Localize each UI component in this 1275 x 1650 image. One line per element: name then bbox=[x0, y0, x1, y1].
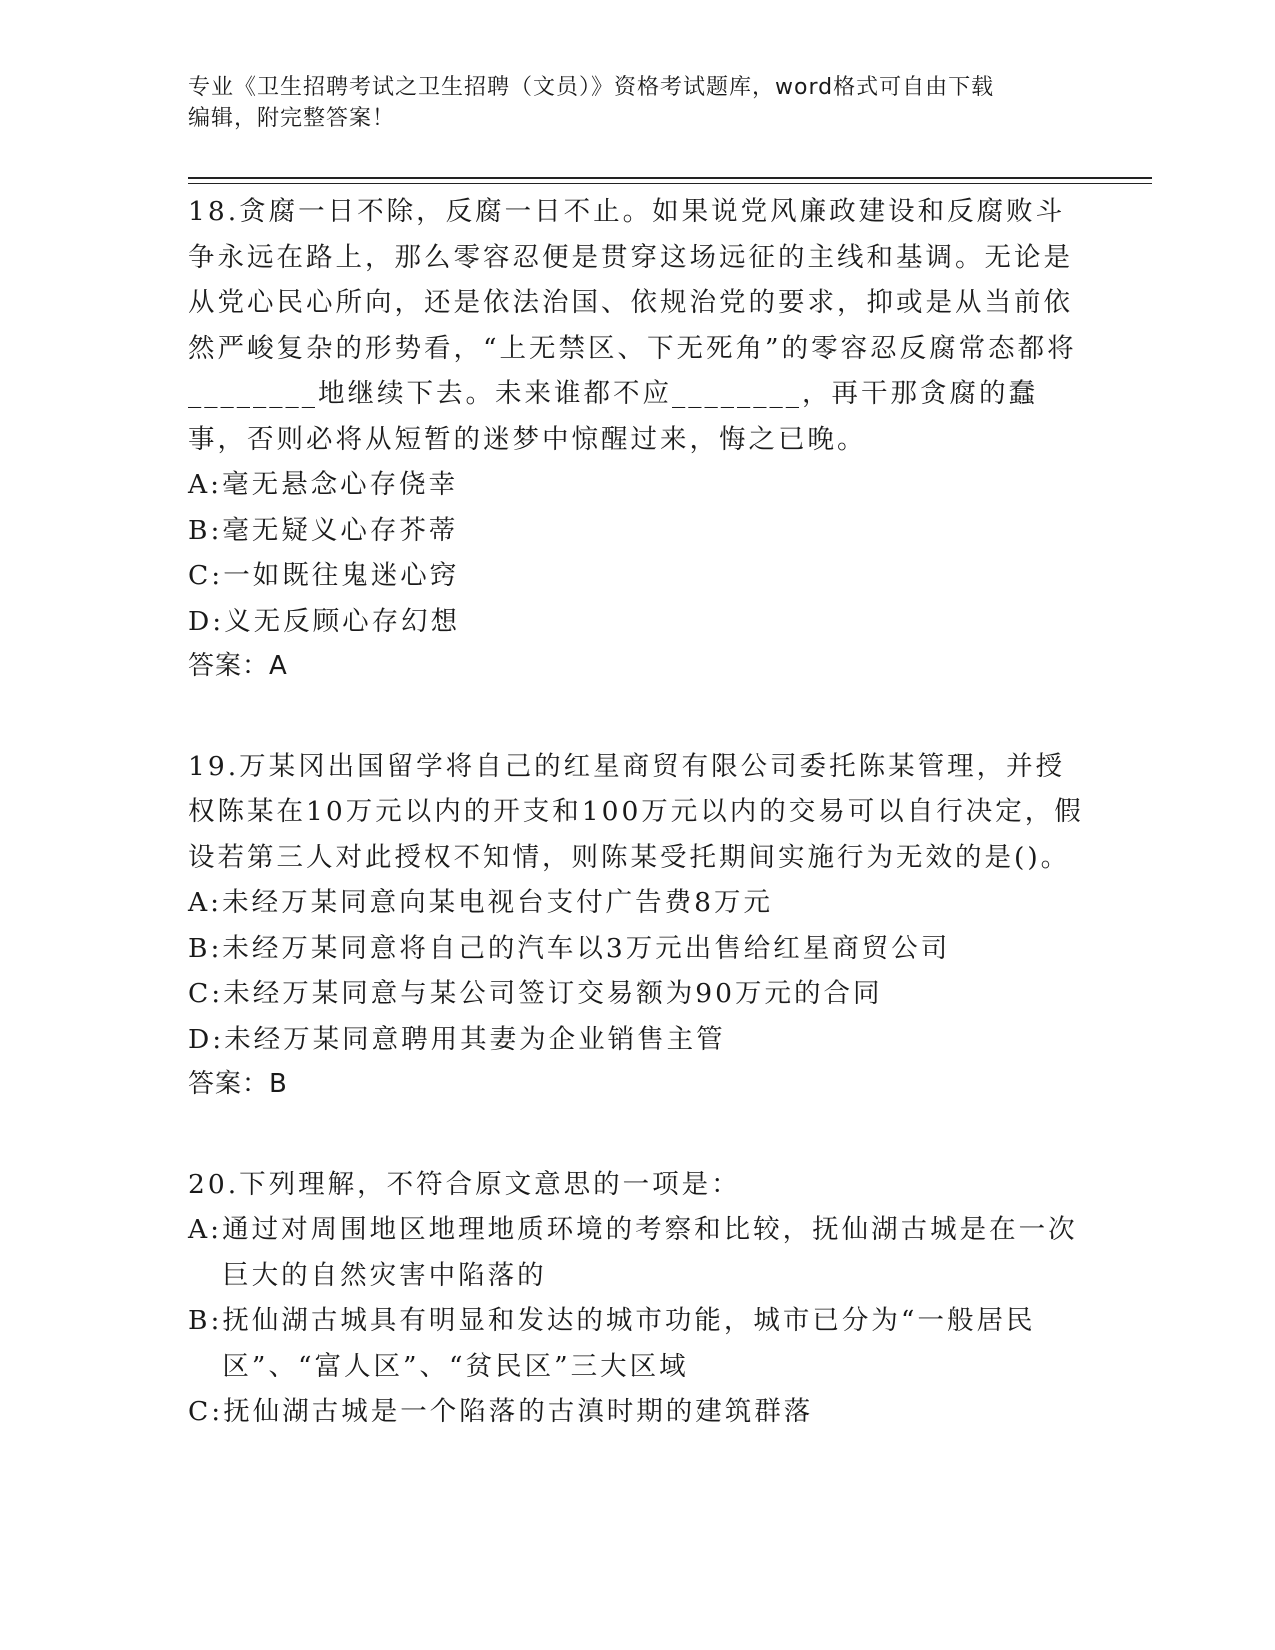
option-b bbox=[188, 508, 1088, 554]
option-a bbox=[188, 880, 1088, 926]
document-header bbox=[188, 72, 1078, 134]
question-20 bbox=[188, 1162, 1088, 1435]
option-key: C: bbox=[188, 560, 224, 591]
option-key: D: bbox=[188, 605, 225, 637]
option-text: 抚仙湖古城具有明显和发达的城市功能，城市已分为“一般居民区”、“富人区”、“贫民区”三大区域 bbox=[222, 1305, 1036, 1382]
header-title-line-1: 专业《卫生招聘考试之卫生招聘（文员）》资格考试题库，word格式可自由下载 bbox=[188, 75, 995, 100]
option-key: D: bbox=[188, 1023, 225, 1055]
option-key: B: bbox=[188, 932, 223, 964]
option-d bbox=[188, 1017, 1088, 1063]
option-text: 抚仙湖古城是一个陷落的古滇时期的建筑群落 bbox=[223, 1396, 814, 1427]
option-key: A: bbox=[188, 1214, 223, 1245]
header-divider-thin bbox=[188, 183, 1152, 184]
option-b bbox=[188, 926, 1088, 972]
option-b bbox=[188, 1298, 1088, 1389]
option-key: A: bbox=[188, 469, 223, 500]
option-d bbox=[188, 599, 1088, 645]
option-key: C: bbox=[188, 1396, 224, 1427]
header-title-line-2: 编辑，附完整答案！ bbox=[188, 106, 396, 131]
option-text: 通过对周围地区地理地质环境的考察和比较，抚仙湖古城是在一次巨大的自然灾害中陷落的 bbox=[222, 1214, 1078, 1291]
option-key: A: bbox=[188, 887, 223, 918]
option-c bbox=[188, 1389, 1088, 1435]
answer-text: 答案：B bbox=[188, 1069, 288, 1099]
question-text: 19.万某冈出国留学将自己的红星商贸有限公司委托陈某管理，并授权陈某在10万元以内的开支和100万元以内的交易可以自行决定，假设若第三人对此授权不知情，则陈某受托期间实施行为无效的是()。 bbox=[188, 750, 1084, 873]
option-text: 未经万某同意与某公司签订交易额为90万元的合同 bbox=[223, 978, 883, 1009]
option-text: 未经万某同意将自己的汽车以3万元出售给红星商贸公司 bbox=[222, 932, 951, 964]
question-19 bbox=[188, 744, 1088, 1108]
option-text: 义无反顾心存幻想 bbox=[224, 605, 461, 637]
question-text: 20.下列理解，不符合原文意思的一项是： bbox=[188, 1168, 741, 1200]
option-key: C: bbox=[188, 978, 224, 1009]
option-text: 未经万某同意向某电视台支付广告费8万元 bbox=[222, 887, 773, 918]
question-text: 18.贪腐一日不除，反腐一日不止。如果说党风廉政建设和反腐败斗争永远在路上，那么零容忍便是贯穿这场远征的主线和基调。无论是从党心民心所向，还是依法治国、依规治党的要求，抑或是从当前依然严峻复杂的形势看，“上无禁区、下无死角”的零容忍反腐常态都将________地继续下去。未来谁都不应________，再干那贪腐的蠢事，否则必将从短暂的迷梦中惊醒过来，悔之已晚。 bbox=[188, 196, 1077, 455]
option-key: B: bbox=[188, 1305, 223, 1336]
option-a bbox=[188, 1207, 1088, 1298]
option-c bbox=[188, 553, 1088, 599]
option-key: B: bbox=[188, 514, 223, 546]
option-text: 未经万某同意聘用其妻为企业销售主管 bbox=[224, 1023, 726, 1055]
header-divider-thick bbox=[188, 177, 1152, 179]
option-text: 一如既往鬼迷心窍 bbox=[223, 560, 460, 591]
question-18 bbox=[188, 189, 1088, 690]
answer-text: 答案：A bbox=[188, 651, 288, 681]
option-c bbox=[188, 971, 1088, 1017]
option-a bbox=[188, 462, 1088, 508]
option-text: 毫无悬念心存侥幸 bbox=[222, 469, 459, 500]
question-list bbox=[188, 189, 1088, 1489]
option-text: 毫无疑义心存芥蒂 bbox=[222, 514, 459, 546]
